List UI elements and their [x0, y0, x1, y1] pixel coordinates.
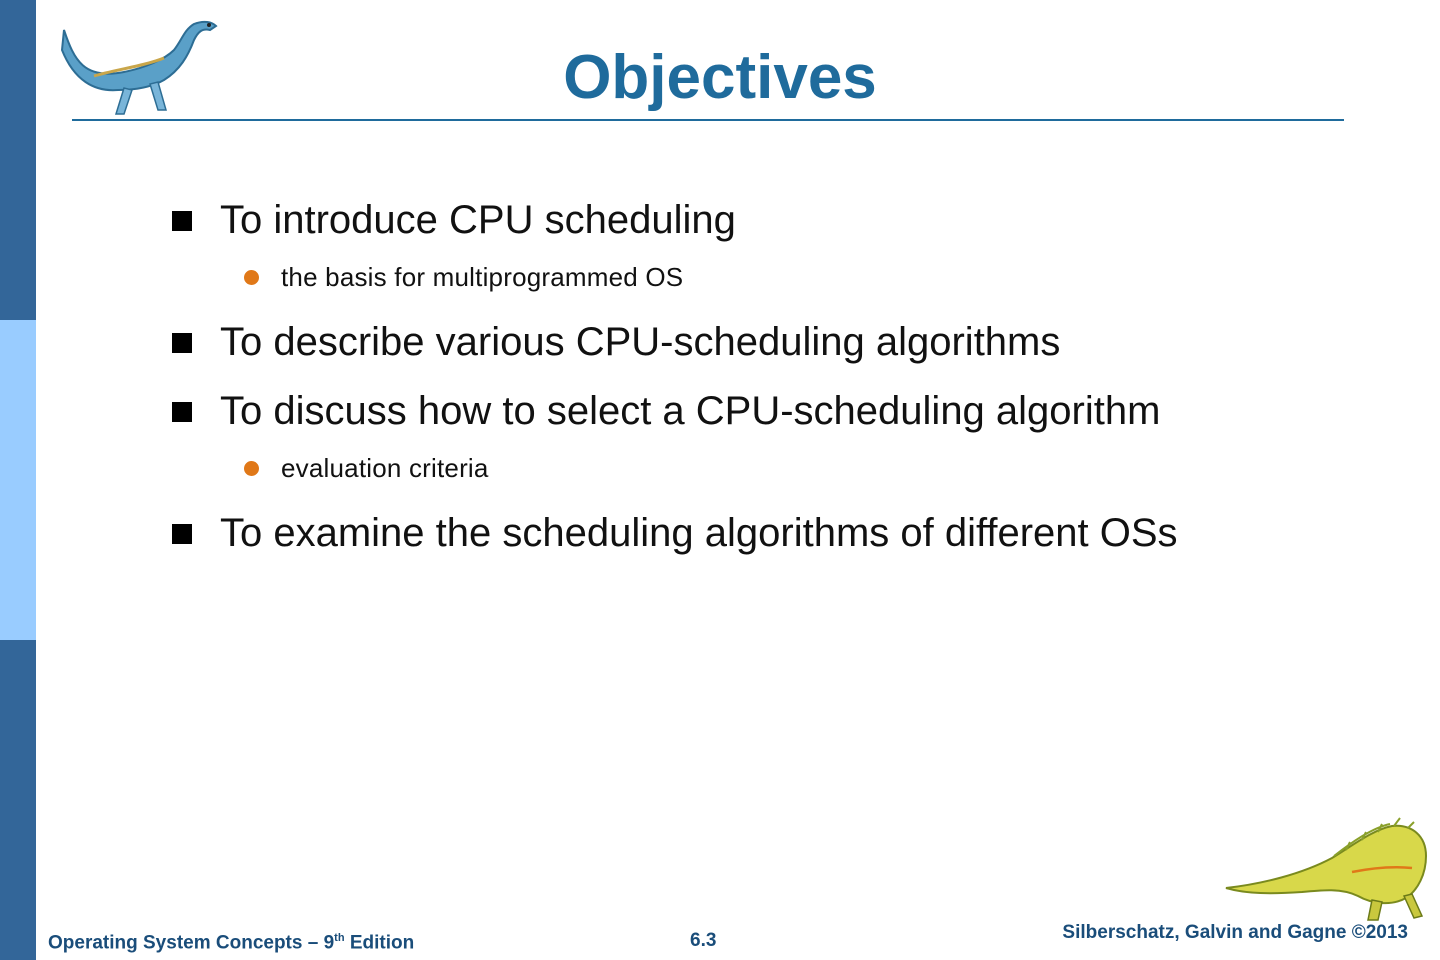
slide-footer	[0, 920, 1440, 960]
sub-bullet-item	[244, 453, 489, 484]
bullet-item	[172, 320, 1060, 365]
slide-title: Objectives	[563, 43, 877, 112]
bullet-item	[172, 389, 1160, 434]
bullet-text: To discuss how to select a CPU-scheduling algorithm	[220, 389, 1161, 433]
left-accent-bar-light	[0, 320, 36, 640]
dinosaur-bottom-right-icon	[1222, 812, 1432, 924]
footer-page-number: 6.3	[690, 930, 717, 951]
sub-bullet-item	[244, 262, 683, 293]
square-bullet-icon	[172, 524, 192, 544]
sub-bullet-text: the basis for multiprogrammed OS	[281, 262, 684, 292]
bullet-text: To introduce CPU scheduling	[220, 198, 736, 242]
title-underline	[72, 119, 1344, 121]
sub-bullet-text: evaluation criteria	[281, 453, 489, 483]
square-bullet-icon	[172, 402, 192, 422]
square-bullet-icon	[172, 333, 192, 353]
bullet-text: To describe various CPU-scheduling algorithms	[220, 320, 1061, 364]
footer-book-title: Operating System Concepts – 9th Edition	[48, 932, 415, 954]
round-bullet-icon	[244, 461, 259, 476]
bullet-item	[172, 198, 736, 243]
bullet-item	[172, 511, 1178, 556]
bullet-text: To examine the scheduling algorithms of different OSs	[220, 511, 1178, 555]
square-bullet-icon	[172, 211, 192, 231]
footer-copyright: Silberschatz, Galvin and Gagne ©2013	[1062, 922, 1408, 943]
left-accent-bar	[0, 0, 36, 960]
round-bullet-icon	[244, 270, 259, 285]
